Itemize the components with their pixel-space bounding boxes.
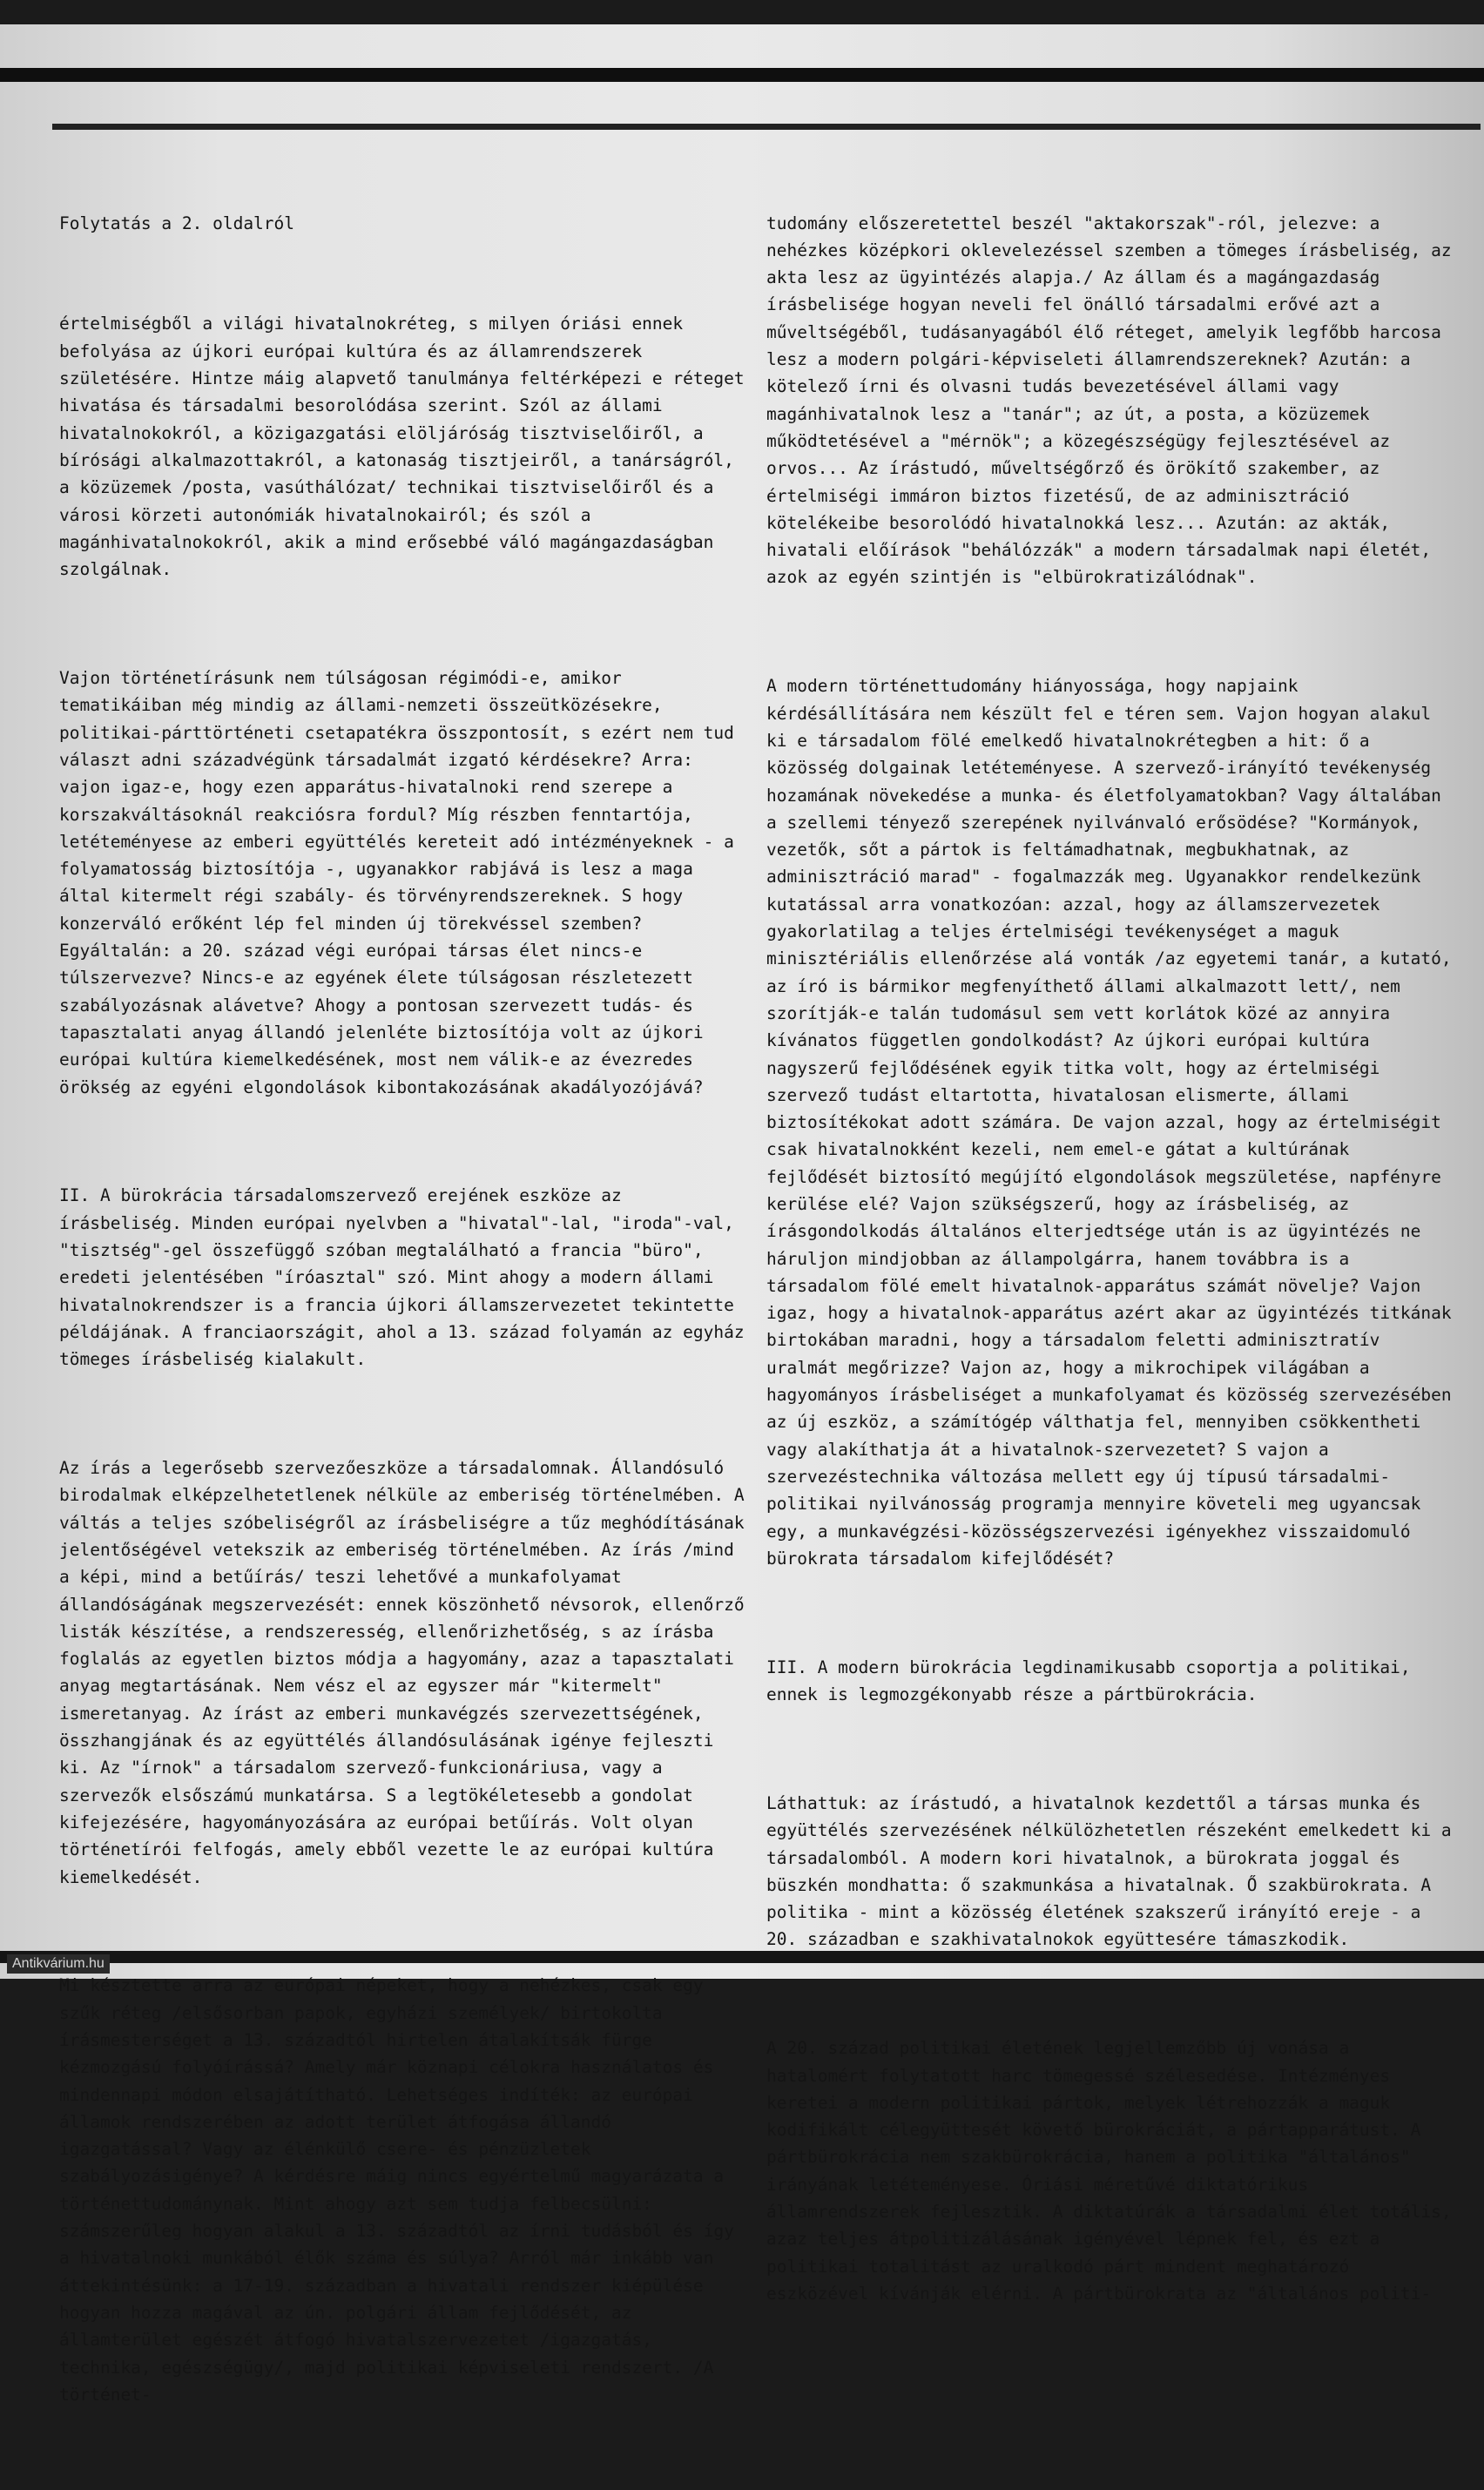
left-column (59, 155, 755, 2490)
column-header-rule (52, 124, 1481, 130)
watermark: Antikvárium.hu (7, 1954, 110, 1974)
right-paragraph-4: Láthattuk: az írástudó, a hivatalnok kezdettől a társas munka és együttélés szervezésének nélkülözhetetlen részeként emelkedett ki a társadalomból. A modern kori hivatalnok, a bürokrata joggal és büszkén mondhatta: ő szakmunkása a hivatalnak. Ő szakbürokrata. A politika - mint a közösség életének szakszerű irányító ereje - a 20. században e szakhivatalnokok együttesére támaszkodik. (766, 1792, 1462, 1950)
left-paragraph-1: értelmiségből a világi hivatalnokréteg, s milyen óriási ennek befolyása az újkori európai kultúra és az államrendszerek születésére. Hintze máig alapvető tanulmánya feltérképezi e réteget hivatása és társadalmi besorolódása szerint. Szól az állami hivatalnokokról, a közigazgatási elöljáróság tisztviselőiről, a bírósági alkalmazottakról, a katonaság tisztjeiről, a tanárságról, a közüzemek /posta, vasúthálózat/ technikai tisztviselőiről és a városi körzeti autonómiák hivatalnokairól; és szól a magánhivatalnokokról, akik a mind erősebbé váló magángazdaságban szolgálnak. (59, 314, 755, 580)
right-paragraph-2: A modern történettudomány hiányossága, hogy napjaink kérdésállítására nem készült fel e téren sem. Vajon hogyan alakul ki e társadalom fölé emelkedő hivatalnokrétegben a hit: ő a közösség dolgainak letéteményese. A szervező-irányító tevékenység hozamának növekedése a munka- és életfolyamatokban? Vagy általában a szellemi tényező szerepének nyilvánvaló erősödése? "Kormányok, vezetők, sőt a pártok is feltámadhatnak, megbukhatnak, az adminisztráció marad" - fogalmazzák meg. Ugyanakkor rendelkezünk kutatással arra vonatkozóan: azzal, hogy az államszervezetek gyakorlatilag a teljes értelmiségi tevékenységet a maguk minisztériális ellenőrzése alá vonták /az egyetemi tanár, a kutató, az író is bármikor megfenyíthető állami alkalmazott lett/, nem szorítják-e talán tudomásul sem vett korlátok közé az annyira kívánatos független gondolkodást? Az újkori európai kultúra nagyszerű fejlődésének egyik titka volt, hogy az értelmiségi szervező tudást eltartotta, hivatalosan elismerte, állami biztosítékokat adott számára. De vajon azzal, hogy az értelmiségit csak hivatalnokként kezeli, nem emel-e gátat a kultúrának fejlődését biztosító megújító elgondolások megszületése, napfényre kerülése elé? Vajon szükségszerű, hogy az írásbeliség, az írásgondolkodás általános elterjedtsége után is az ügyintézés ne háruljon mindjobban az állampolgárra, hanem továbbra is a társadalom fölé emelt hivatalnok-apparátus számát növelje? Vajon igaz, hogy a hivatalnok-apparátus azért akar az ügyintézés titkának birtokában maradni, hogy a társadalom feletti adminisztratív uralmát megőrizze? Vajon az, hogy a mikrochipek világában a hagyományos írásbeliséget a munkafolyamat és közösség szervezésében az új eszköz, a számítógép válthatja fel, mennyiben csökkentheti vagy alakíthatja át a hivatalnok-szervezetet? S vajon a szervezéstechnika változása mellett egy új típusú társadalmi-politikai nyilvánosság programja mennyire követeli meg ugyancsak egy, a munkavégzési-közösségszervezési igényekhez visszaidomuló bürokrata társadalom kifejlődését? (766, 676, 1462, 1569)
continuation-note: Folytatás a 2. oldalról (59, 213, 295, 233)
bottom-rule (0, 1951, 1484, 1963)
top-rule (0, 68, 1484, 82)
right-paragraph-5: A 20. század politikai életének legjellemzőbb új vonása a hatalomért folytatott harc tömegessé szélesedése. Intézményes keretei a modern politikai pártok, melyek létrehozzák a maguk kodifikált célegyüttesét követő bürokráciát, a pártapparátust. A pártbürokrácia nem szakbürokrácia, hanem a politika "általános" irányának letéteményese. Óriási méretűvé diktatórikus államrendszerek fejlesztik. A diktatúrák a társadalmi élet totális, azaz teljes átpolitizálásának igényével lépnek fel, és ezt a politikai totalitást az uralkodó párt mindent meghatározó eszközével kívánják elérni. A pártbürokrata az "általános politi- (766, 2038, 1462, 2304)
left-paragraph-5: Mi késztette arra az európai népeket, hogy a nehézkes, csak egy szűk réteg /elsősorban papok, egyházi személyek/ birtokolta írásmesterséget a 13. századtól hirtelen átalakítsák fürge kézmozgású folyóírássá? Amely már köznapi célokra használatos és mindennapi módon elsajátítható. Lehetséges indíték: az európai államok rendszerében az adott terület átfogása állandó igazgatással? Vagy az élénkülő csere- és pénzüzletek szabályozásigénye? A kérdésre máig nincs egyértelmű magyarázata a történettudománynak. Mint ahogy azt sem tudja felbecsülni: számszerűleg hogyan alakul a 13. századtól az írni tudásból és így a hivatalnoki munkából élők száma és súlya? Arról már inkább van áttekintésünk: a 17-19. században a hivatali rendszer kiépülése hogyan hozza magával az ún. polgári állam fejlődését, az államterület egészét átfogó hivatalszervezetet /igazgatás, technika, egészségügy/, majd politikai képviseleti rendszert. /A történet- (59, 1975, 745, 2405)
newspaper-page (0, 24, 1484, 2405)
right-paragraph-1: tudomány előszeretettel beszél "aktakorszak"-ról, jelezve: a nehézkes középkori oklevelezéssel szemben a tömeges írásbeliség, az akta lesz az ügyintézés alapja./ Az állam és a magángazdaság írásbelisége hogyan neveli fel önálló társadalmi erővé azt a műveltségéből, tudásanyagából élő réteget, amelyik legfőbb harcosa lesz a modern polgári-képviseleti államrendszereknek? Azután: a kötelező írni és olvasni tudás bevezetésével állami vagy magánhivatalnok lesz a "tanár"; az út, a posta, a közüzemek működtetésével a "mérnök"; a közegészségügy fejlesztésével az orvos... Az írástudó, műveltségőrző és örökítő szakember, az értelmiségi immáron biztos fizetésű, de az adminisztráció kötelékeibe besorolódó hivatalnokká lesz... Azután: az akták, hivatali előírások "behálózzák" a modern társadalmak napi életét, azok az egyén szintjén is "elbürokratizálódnak". (766, 213, 1462, 588)
left-paragraph-2: Vajon történetírásunk nem túlságosan régimódi-e, amikor tematikáiban még mindig az állami-nemzeti összeütközésekre, politikai-párttörténeti csetapatékra összpontosít, s ezért nem tud választ adni századvégünk társadalmát izgató kérdésekre? Arra: vajon igaz-e, hogy ezen apparátus-hivatalnoki rend szerepe a korszakváltásoknál reakciósra fordul? Míg részben fenntartója, letéteményese az emberi együttélés kereteit adó intézményeknek - a folyamatosság biztosítója -, ugyanakkor rabjává is lesz a maga által kitermelt régi szabály- és törvényrendszereknek. S hogy konzerváló erőként lép fel minden új törekvéssel szemben? Egyáltalán: a 20. század végi európai társas élet nincs-e túlszervezve? Nincs-e az egyének élete túlságosan részletezett szabályozásnak alávetve? Ahogy a pontosan szervezett tudás- és tapasztalati anyag állandó jelenléte biztosítója volt az újkori európai kultúra kiemelkedésének, most nem válik-e az évezredes örökség az egyéni elgondolások kibontakozásának akadályozójává? (59, 668, 745, 1097)
right-column (766, 155, 1462, 2389)
left-paragraph-4: Az írás a legerősebb szervezőeszköze a társadalomnak. Állandósuló birodalmak elképzelhetetlenek nélküle az emberiség történelmében. A váltás a teljes szóbeliségről az írásbeliségre a tűz meghódításának jelentőségével vetekszik az emberiség történelmében. Az írás /mind a képi, mind a betűírás/ teszi lehetővé a munkafolyamat állandóságának megszervezését: ennek köszönhető névsorok, ellenőrző listák készítése, a rendszeresség, ellenőrizhetőség, s az írásba foglalás az egyetlen biztos módja a hagyomány, azaz a tapasztalati anyag megtartásának. Nem vész el az egyszer már "kitermelt" ismeretanyag. Az írást az emberi munkavégzés szervezettségének, összhangjának és az együttélés állandósulásának igénye fejleszti ki. Az "írnok" a társadalom szervező-funkcionáriusa, vagy a szervezők elsőszámú munkatársa. S a legtökéletesebb a gondolat kifejezésére, hagyományozására az európai betűírás. Volt olyan történetírói felfogás, amely ebből vezette le az európai kultúra kiemelkedését. (59, 1458, 755, 1887)
left-paragraph-3: II. A bürokrácia társadalomszervező erejének eszköze az írásbeliség. Minden európai nyelvben a "hivatal"-lal, "iroda"-val, "tisztség"-gel összefüggő szóban megtalálható a francia "büro", eredeti jelentésében "íróasztal" szó. Mint ahogy a modern állami hivatalnokrendszer is a francia újkori államszervezetet tekintette példájának. A franciaországit, ahol a 13. század folyamán az egyház tömeges írásbeliség kialakult. (59, 1185, 755, 1370)
right-paragraph-3: III. A modern bürokrácia legdinamikusabb csoportja a politikai, ennek is legmozgékonyabb része a pártbürokrácia. (766, 1657, 1421, 1705)
